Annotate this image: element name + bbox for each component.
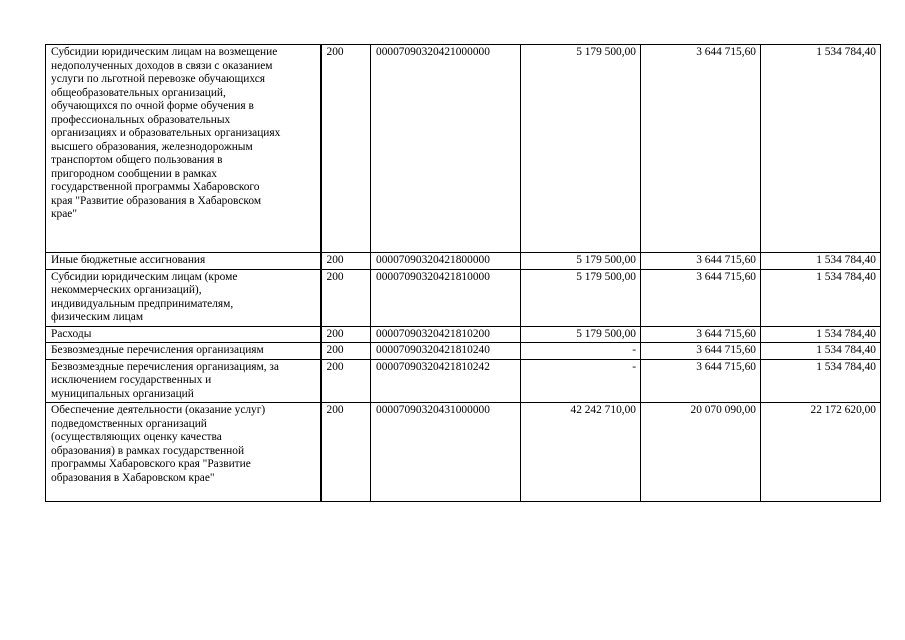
table-row (46, 403, 881, 502)
table-row (46, 45, 881, 253)
row-executed: 3 644 715,60 (641, 359, 761, 403)
table-row (46, 269, 881, 326)
row-classification-code: 00007090320421810240 (371, 343, 521, 360)
row-remaining: 1 534 784,40 (761, 253, 881, 270)
row-line-code: 200 (321, 253, 371, 270)
row-executed: 3 644 715,60 (641, 45, 761, 253)
row-line-code: 200 (321, 45, 371, 253)
row-remaining: 22 172 620,00 (761, 403, 881, 502)
row-remaining: 1 534 784,40 (761, 45, 881, 253)
row-executed: 20 070 090,00 (641, 403, 761, 502)
row-approved: 5 179 500,00 (521, 269, 641, 326)
row-classification-code: 00007090320421800000 (371, 253, 521, 270)
row-executed: 3 644 715,60 (641, 326, 761, 343)
budget-execution-table (45, 44, 881, 502)
row-executed: 3 644 715,60 (641, 343, 761, 360)
row-remaining: 1 534 784,40 (761, 343, 881, 360)
row-name: Безвозмездные перечисления организациям, за исключением государственных и муниципальных организаций (46, 359, 321, 403)
row-remaining: 1 534 784,40 (761, 359, 881, 403)
row-classification-code: 00007090320421810200 (371, 326, 521, 343)
row-name: Иные бюджетные ассигнования (46, 253, 321, 270)
row-line-code: 200 (321, 359, 371, 403)
row-name: Субсидии юридическим лицам (кроме некоммерческих организаций), индивидуальным предпринимателям, физическим лицам (46, 269, 321, 326)
row-approved: 5 179 500,00 (521, 253, 641, 270)
row-classification-code: 00007090320421810242 (371, 359, 521, 403)
row-remaining: 1 534 784,40 (761, 326, 881, 343)
row-executed: 3 644 715,60 (641, 269, 761, 326)
row-name: Обеспечение деятельности (оказание услуг) подведомственных организаций (осуществляющих оценку качества образования) в рамках государственной программы Хабаровского края "Развитие образования в Хабаровском крае" (46, 403, 321, 502)
row-name: Расходы (46, 326, 321, 343)
table-row (46, 326, 881, 343)
row-line-code: 200 (321, 343, 371, 360)
row-approved: - (521, 343, 641, 360)
table-row (46, 253, 881, 270)
row-name: Субсидии юридическим лицам на возмещение недополученных доходов в связи с оказанием услуги по льготной перевозке обучающихся общеобразовательных организаций, обучающихся по очной форме обучения в профессиональных образовательных организациях и образовательных организациях высшего образования, железнодорожным транспортом общего пользования в пригородном сообщении в рамках государственной программы Хабаровского края "Развитие образования в Хабаровском крае" (46, 45, 321, 253)
row-line-code: 200 (321, 403, 371, 502)
row-name: Безвозмездные перечисления организациям (46, 343, 321, 360)
row-classification-code: 00007090320431000000 (371, 403, 521, 502)
row-line-code: 200 (321, 269, 371, 326)
row-approved: 5 179 500,00 (521, 326, 641, 343)
row-classification-code: 00007090320421810000 (371, 269, 521, 326)
row-executed: 3 644 715,60 (641, 253, 761, 270)
row-classification-code: 00007090320421000000 (371, 45, 521, 253)
row-remaining: 1 534 784,40 (761, 269, 881, 326)
row-approved: 5 179 500,00 (521, 45, 641, 253)
row-approved: - (521, 359, 641, 403)
table-row (46, 359, 881, 403)
report-table-container (45, 44, 880, 502)
table-row (46, 343, 881, 360)
row-approved: 42 242 710,00 (521, 403, 641, 502)
row-line-code: 200 (321, 326, 371, 343)
